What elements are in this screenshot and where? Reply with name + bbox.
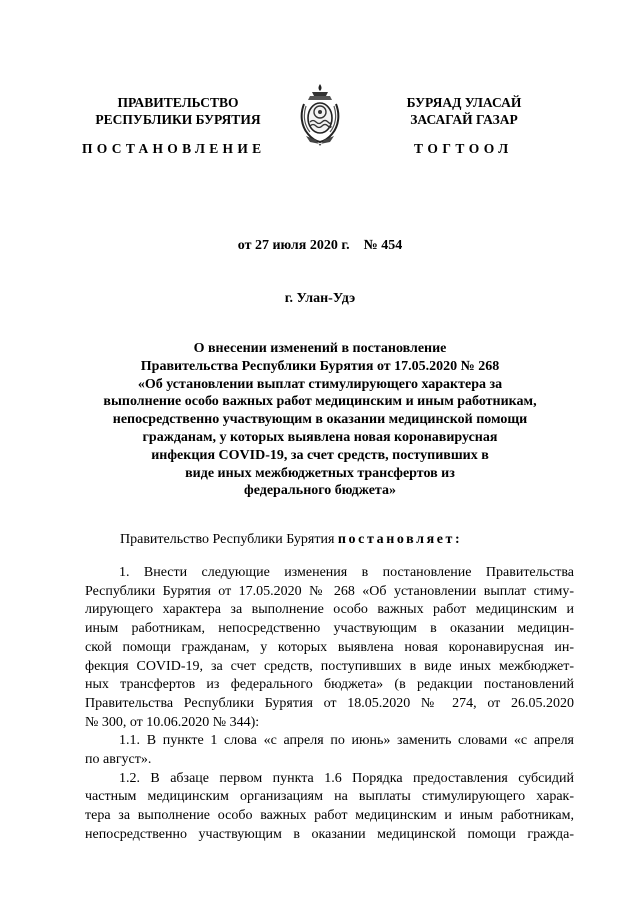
header-left-line: РЕСПУБЛИКИ БУРЯТИЯ xyxy=(95,112,261,127)
document-city: г. Улан-Удэ xyxy=(284,291,356,306)
body-line: лирующего характера за выполнение особо важных работ медицинским и xyxy=(85,602,574,618)
preamble xyxy=(120,532,462,548)
body-line: непосредственно участвующим в оказании медицинской помощи гражда- xyxy=(85,826,574,842)
document-number: № 454 xyxy=(363,238,403,253)
preamble-text: Правительство Республики Бурятия xyxy=(120,532,335,547)
document-body xyxy=(85,564,574,845)
header-left-line: ПРАВИТЕЛЬСТВО xyxy=(117,95,239,110)
title-line: выполнение особо важных работ медицинским и иным работникам, xyxy=(103,394,537,410)
title-line: О внесении изменений в постановление xyxy=(193,341,447,356)
header-right-line: БУРЯАД УЛАСАЙ xyxy=(406,95,522,110)
doc-type-right: ТОГТООЛ xyxy=(414,141,513,156)
body-line: частным медицинским организациям на выплаты стимулирующего харак- xyxy=(85,789,574,805)
doc-type-left: ПОСТАНОВЛЕНИЕ xyxy=(82,141,266,156)
title-line: гражданам, у которых выявлена новая коронавирусная xyxy=(142,429,498,445)
body-line: 1.1. В пункте 1 слова «с апреля по июнь» заменить словами «с апреля xyxy=(119,733,574,749)
body-line: по август». xyxy=(85,752,152,768)
document-title xyxy=(80,340,560,500)
document-date-line xyxy=(0,238,640,254)
header-right xyxy=(376,94,552,128)
title-line: федерального бюджета» xyxy=(244,483,396,499)
body-line: 1.2. В абзаце первом пункта 1.6 Порядка предоставления субсидий xyxy=(119,770,574,786)
body-line: фекция COVID-19, за счет средств, поступивших в виде иных межбюджет- xyxy=(85,658,574,674)
header-right-line: ЗАСАГАЙ ГАЗАР xyxy=(410,112,518,127)
title-line: непосредственно участвующим в оказании медицинской помощи xyxy=(112,412,528,428)
preamble-resolves: постановляет: xyxy=(337,532,463,547)
header-left xyxy=(78,94,278,128)
title-line: виде иных межбюджетных трансфертов из xyxy=(185,465,455,481)
body-line: 1. Внести следующие изменения в постановление Правительства xyxy=(119,565,574,580)
coat-of-arms-icon xyxy=(296,82,344,148)
title-line: «Об установлении выплат стимулирующего характера за xyxy=(137,376,503,392)
body-line: ской помощи гражданам, у которых выявлена новая коронавирусная ин- xyxy=(85,639,574,655)
document-date: от 27 июля 2020 г. xyxy=(237,238,350,253)
body-line: № 300, от 10.06.2020 № 344): xyxy=(85,714,260,730)
body-line: тера за выполнение особо важных работ медицинским и иным работникам, xyxy=(85,808,574,824)
body-line: ных трансфертов из федерального бюджета» (в редакции постановлений xyxy=(85,677,574,693)
body-line: иным работникам, непосредственно участвующим в оказании медицин- xyxy=(85,621,574,637)
title-line: Правительства Республики Бурятия от 17.05.2020 № 268 xyxy=(140,358,500,374)
body-line: Республики Бурятия от 17.05.2020 № 268 «Об установлении выплат стиму- xyxy=(85,583,574,599)
title-line: инфекция COVID-19, за счет средств, поступивших в xyxy=(151,447,489,463)
body-line: Правительства Республики Бурятия от 18.05.2020 № 274, от 26.05.2020 xyxy=(85,695,574,711)
